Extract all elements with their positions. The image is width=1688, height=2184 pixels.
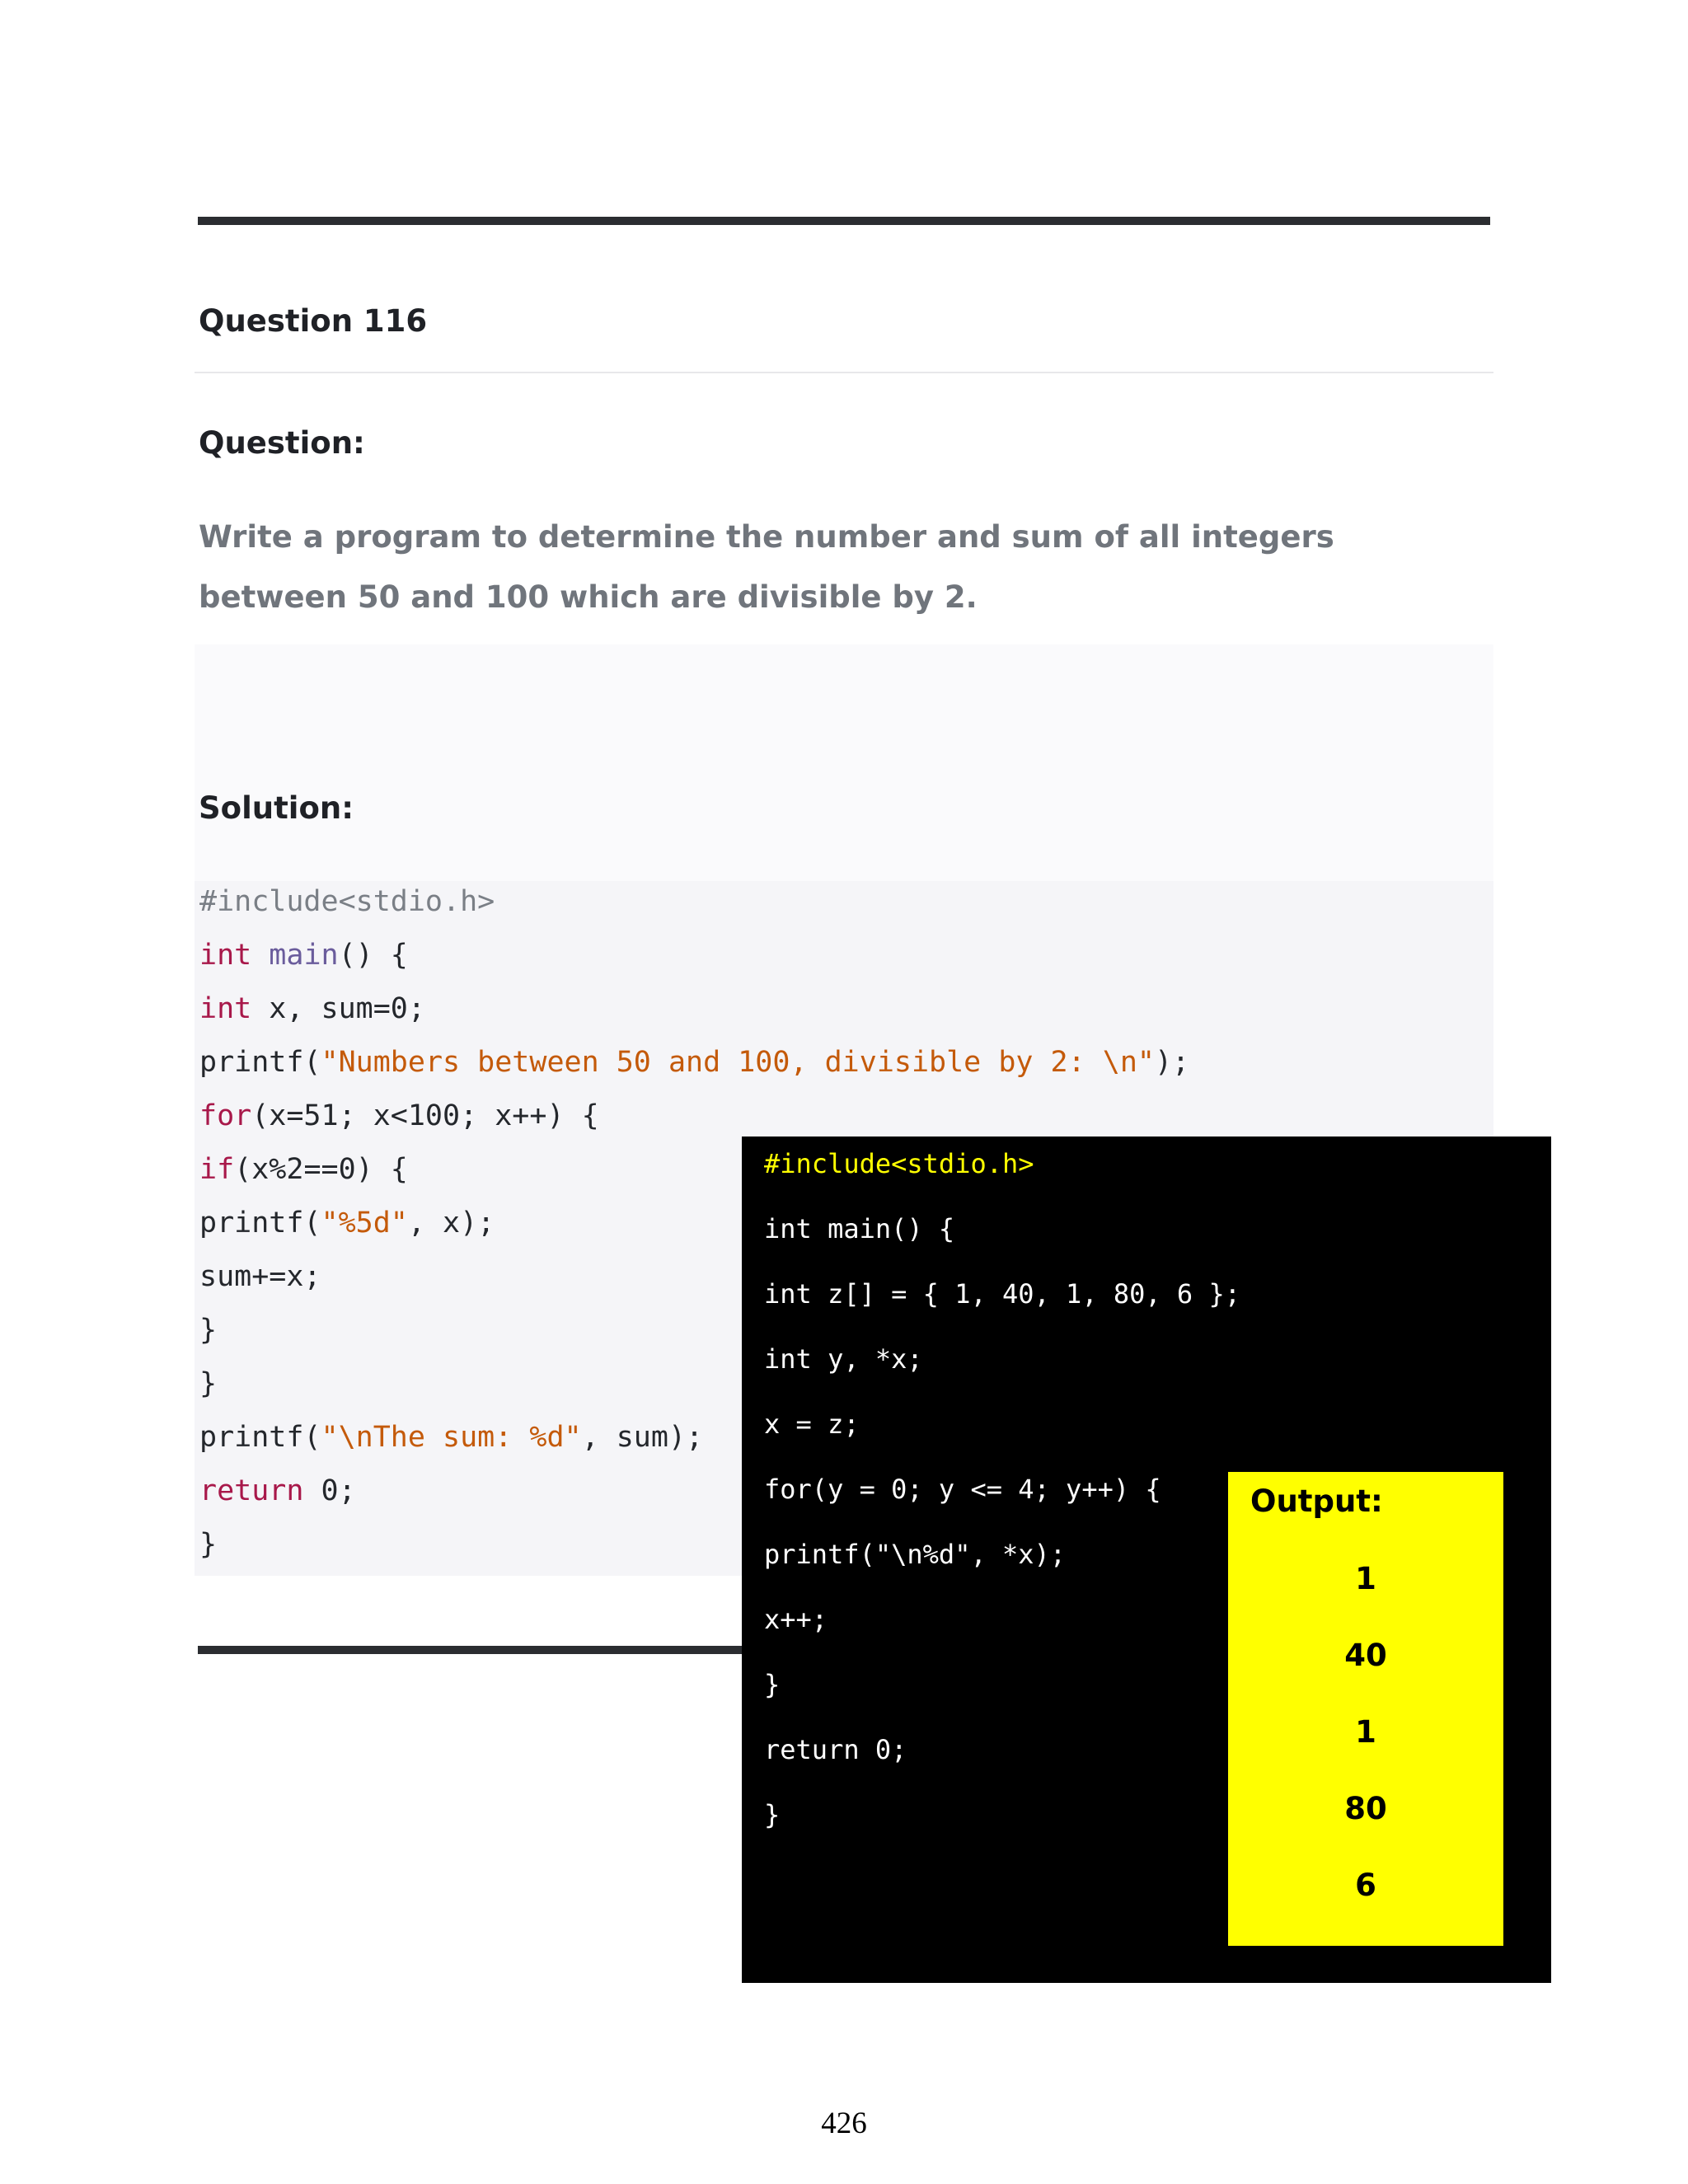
code-line xyxy=(199,1207,495,1240)
question-label: Question: xyxy=(199,425,365,461)
code-token: printf( xyxy=(199,1421,321,1454)
code-line xyxy=(199,1046,1189,1079)
code-token: printf( xyxy=(199,1046,321,1079)
code-line xyxy=(199,992,425,1025)
code-token: } xyxy=(199,1528,218,1561)
overlay-code-line: for(y = 0; y <= 4; y++) { xyxy=(764,1474,1161,1505)
code-token: "%5d" xyxy=(321,1207,408,1240)
overlay-code-line: int y, *x; xyxy=(764,1343,923,1375)
title-divider xyxy=(195,372,1493,373)
code-token: #include<stdio.h> xyxy=(199,885,495,918)
code-line xyxy=(199,939,408,972)
code-token: printf( xyxy=(199,1207,321,1240)
code-token: , x); xyxy=(407,1207,495,1240)
output-value: 80 xyxy=(1344,1791,1387,1826)
overlay-code-line: } xyxy=(764,1669,781,1700)
code-token xyxy=(251,939,269,972)
code-line xyxy=(199,1421,703,1454)
code-token: x, sum=0; xyxy=(251,992,425,1025)
code-token: return xyxy=(199,1474,304,1507)
code-token: if xyxy=(199,1153,235,1186)
code-token: for xyxy=(199,1099,252,1132)
code-token: main xyxy=(269,939,339,972)
code-token: () { xyxy=(338,939,408,972)
output-label: Output: xyxy=(1250,1483,1383,1519)
code-token: int xyxy=(199,939,252,972)
code-token: } xyxy=(199,1314,218,1347)
overlay-code-line: int main() { xyxy=(764,1213,955,1244)
code-line xyxy=(199,1474,356,1507)
code-token: , sum); xyxy=(581,1421,704,1454)
overlay-code-line: printf("\n%d", *x); xyxy=(764,1539,1067,1570)
code-token: sum+=x; xyxy=(199,1260,321,1293)
code-line xyxy=(199,1153,408,1186)
overlay-code-line: int z[] = { 1, 40, 1, 80, 6 }; xyxy=(764,1278,1240,1310)
code-line xyxy=(199,1528,217,1561)
solution-background xyxy=(195,644,1493,882)
output-box xyxy=(1228,1472,1503,1946)
code-token: } xyxy=(199,1367,218,1400)
code-line xyxy=(199,1099,599,1132)
overlay-code-line: return 0; xyxy=(764,1734,907,1765)
question-number-title: Question 116 xyxy=(199,303,428,339)
overlay-code-line: x++; xyxy=(764,1604,828,1635)
code-token: "\nThe sum: %d" xyxy=(321,1421,582,1454)
output-value: 40 xyxy=(1344,1638,1387,1673)
code-token: (x=51; x<100; x++) { xyxy=(251,1099,599,1132)
overlay-code-line: x = z; xyxy=(764,1408,860,1440)
output-value: 1 xyxy=(1355,1561,1376,1596)
page-number: 426 xyxy=(821,2107,867,2140)
code-line xyxy=(199,1367,217,1400)
output-value: 1 xyxy=(1355,1714,1376,1750)
overlay-code-line: } xyxy=(764,1799,781,1830)
code-line xyxy=(199,885,495,918)
code-token: "Numbers between 50 and 100, divisible by 2: \n" xyxy=(321,1046,1155,1079)
code-token: (x%2==0) { xyxy=(234,1153,408,1186)
question-text: Write a program to determine the number and sum of all integers between 50 and 100 which are divisible by 2. xyxy=(199,519,1334,615)
code-token: ); xyxy=(1154,1046,1190,1079)
top-rule xyxy=(198,217,1490,225)
code-token: int xyxy=(199,992,252,1025)
code-line xyxy=(199,1260,321,1293)
solution-label: Solution: xyxy=(199,790,354,826)
overlay-code-line: #include<stdio.h> xyxy=(764,1148,1034,1179)
output-value: 6 xyxy=(1355,1868,1376,1903)
code-token: 0; xyxy=(303,1474,356,1507)
code-line xyxy=(199,1314,217,1347)
